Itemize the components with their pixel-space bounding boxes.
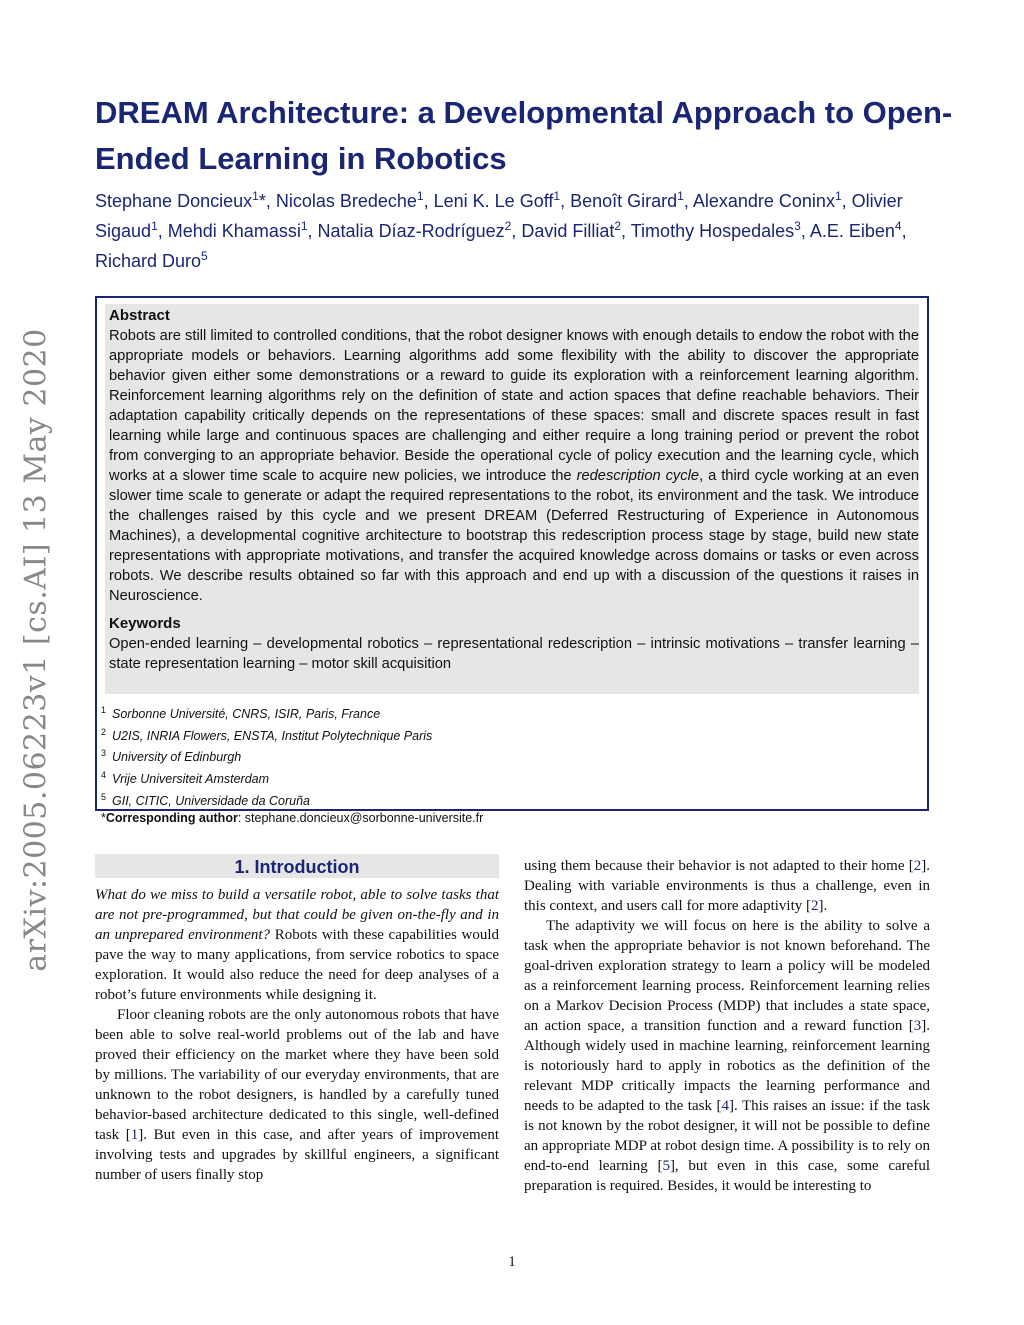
author-affil-sup: 5 xyxy=(201,249,208,263)
arxiv-identifier: arXiv:2005.06223v1 [cs.AI] 13 May 2020 xyxy=(18,328,54,972)
abstract-content xyxy=(109,306,919,674)
paragraph-text: using them because their behavior is not adapted to their home [ xyxy=(524,858,914,874)
affiliation-item xyxy=(101,767,921,789)
keywords-text: Open-ended learning – developmental robotics – representational redescription – intrinsic motivations – transfer learning – state representation learning – motor skill acquisition xyxy=(109,636,919,672)
author-list: Stephane Doncieux$^1$*, Nicolas Bredeche$^1$, Leni K. Le Goff$^1$, Benoît Girard$^1$, Alexandre Coninx$^1$, Olivier Sigaud$^1$, Mehdi Khamassi$^1$, Natalia Díaz-Rodríguez$^2$, David Filliat$^2$, Timothy Hospedales$^3$, A.E. Eiben$^4$, Richard Duro$^5$ xyxy=(95,189,907,271)
author-name: Mehdi Khamassi xyxy=(167,221,301,241)
paragraph-text: ]. This raises an issue: if the task is not known by the robot designer, it will not be possible to define an appropriate MDP at robot design time. A possibility is to rely on end-to-end learning [ xyxy=(524,1098,930,1174)
affiliation-text: GII, CITIC, Universidade da Coruña xyxy=(112,793,311,808)
affiliation-number: 2 xyxy=(101,726,107,737)
paragraph-text: Robots with these capabilities would pave the way to many applications, from service robotics to space exploration. It would also reduce the need for deep analyses of a robot’s future environments while designing it. xyxy=(95,927,499,1003)
corresponding-email: : stephane.doncieux@sorbonne-universite.fr xyxy=(237,811,484,826)
paragraph xyxy=(524,916,930,1196)
author-name: Alexandre Coninx xyxy=(692,191,835,211)
affiliation-text: U2IS, INRIA Flowers, ENSTA, Institut Polytechnique Paris xyxy=(112,728,433,743)
author-name: Olivier Sigaud xyxy=(95,191,903,241)
affiliation-number: 4 xyxy=(101,769,107,780)
affiliation-number: 1 xyxy=(101,705,107,715)
author-affil-sup: 4 xyxy=(894,219,902,233)
author-affil-sup: 2 xyxy=(504,219,512,233)
paragraph xyxy=(95,1005,499,1185)
citation-link[interactable]: 3 xyxy=(913,1018,922,1034)
paper-title: DREAM Architecture: a Developmental Approach to Open-Ended Learning in Robotics xyxy=(95,95,953,176)
affiliation-text: Sorbonne Université, CNRS, ISIR, Paris, France xyxy=(112,707,381,722)
left-column xyxy=(95,885,499,1185)
affiliation-text: Vrije Universiteit Amsterdam xyxy=(112,772,270,787)
page-number: 1 xyxy=(508,1254,516,1270)
author-name: Timothy Hospedales xyxy=(630,221,795,241)
affiliation-text: University of Edinburgh xyxy=(112,750,242,765)
citation-link[interactable]: 5 xyxy=(662,1158,670,1174)
intro-question: What do we miss to build a versatile robot, able to solve tasks that are not pre-programmed, but that could be given on-the-fly and in an unprepared environment? xyxy=(95,887,499,943)
citation-link[interactable]: 1 xyxy=(130,1127,139,1143)
author-name: Benoît Girard xyxy=(570,191,678,211)
paragraph-text: ]. xyxy=(818,898,828,914)
author-affil-sup: 1 xyxy=(677,189,684,203)
abstract-text-part: , a third cycle working at an even slower time scale to generate or adapt the required representations to the robot, its environment and the task. We introduce the challenges raised by this cycle and we present DREAM (Deferred Restructuring of Experience in Autonomous Machines), a developmental cognitive architecture to bootstrap this redescription process stage by stage, build new state representations with appropriate motivations, and transfer the acquired knowledge across domains or tasks or even across robots. We describe results obtained so far with this approach and end up with a discussion of the questions it raises in Neuroscience. xyxy=(109,468,919,604)
author-affil-sup: 2 xyxy=(614,219,622,233)
author-affil-sup: 1 xyxy=(252,189,259,203)
corresponding-star: * xyxy=(258,191,266,211)
corresponding-star: * xyxy=(101,811,106,826)
author-affil-sup: 3 xyxy=(794,219,801,233)
affiliation-item xyxy=(101,789,921,811)
paragraph xyxy=(524,856,930,916)
paragraph-text: The adaptivity we will focus on here is the ability to solve a task when the appropriate behavior is not known beforehand. The goal-driven exploration strategy to learn a policy will be modeled as a reinforcement learning process. Reinforcement learning relies on a Markov Decision Process (MDP) that includes a state space, an action space, a transition function and a reward function [ xyxy=(524,918,930,1034)
affiliations xyxy=(101,702,921,828)
right-column xyxy=(524,856,930,1196)
affiliation-number: 3 xyxy=(101,748,107,759)
citation-link[interactable]: 2 xyxy=(811,898,819,914)
citation-link[interactable]: 4 xyxy=(721,1098,729,1114)
abstract-text xyxy=(109,326,919,606)
paragraph-text: ]. But even in this case, and after years of improvement involving tests and upgrades by skillful engineers, a significant number of users finally stop xyxy=(95,1127,499,1183)
section-heading: 1. Introduction xyxy=(95,854,499,878)
affiliation-item xyxy=(101,745,921,767)
paragraph-text: ]. Dealing with variable environments is thus a challenge, even in this context, and users call for more adaptivity [ xyxy=(524,858,930,914)
abstract-italic-term: redescription cycle xyxy=(576,468,700,484)
corresponding-label: Corresponding author xyxy=(105,811,238,826)
paragraph-text: ]. Although widely used in machine learning, reinforcement learning is notoriously hard to apply in robotics as the definition of the relevant MDP critically impacts the learning performance and needs to be adapted to the task [ xyxy=(524,1018,930,1114)
paragraph-text: Floor cleaning robots are the only autonomous robots that have been able to solve real-world problems out of the lab and have proved their efficiency on the market where they have been sold by millions. The variability of our everyday environments, that are unknown to the robot designers, is handled by a carefully tuned behavior-based architecture dedicated to this single, well-defined task [ xyxy=(95,1007,499,1143)
arxiv-sidebar xyxy=(10,328,62,972)
keywords-heading: Keywords xyxy=(109,615,181,632)
author-affil-sup: 1 xyxy=(151,219,158,233)
author-affil-sup: 1 xyxy=(416,189,424,203)
affiliation-item xyxy=(101,724,921,746)
author-name: Stephane Doncieux xyxy=(95,191,253,211)
affiliation-number: 5 xyxy=(101,791,107,802)
author-name: Leni K. Le Goff xyxy=(433,191,554,211)
abstract-box xyxy=(95,296,929,826)
author-name: David Filliat xyxy=(521,221,615,241)
paragraph-text: ], but even in this case, some careful preparation is required. Besides, it would be interesting to xyxy=(524,1158,930,1194)
citation-link[interactable]: 2 xyxy=(913,858,922,874)
abstract-text-part: Robots are still limited to controlled conditions, that the robot designer knows with enough details to endow the robot with the appropriate models or behaviors. Learning algorithms add some flexibility with the ability to discover the appropriate behavior given either some demonstrations or a reward to guide its exploration with a reinforcement learning algorithm. Reinforcement learning algorithms rely on the definition of state and action spaces that define reachable behaviors. Their adaptation capability critically depends on the representations of these spaces: small and discrete spaces result in fast learning while large and continuous spaces are challenging and either require a long training period or prevent the robot from converging to an appropriate behavior. Beside the operational cycle of policy execution and the learning cycle, which works at a slower time scale to acquire new policies, we introduce the xyxy=(109,328,919,484)
author-name: Richard Duro xyxy=(95,251,202,271)
author-affil-sup: 1 xyxy=(834,189,842,203)
author-name: Natalia Díaz-Rodríguez xyxy=(317,221,505,241)
corresponding-author xyxy=(101,810,921,828)
author-affil-sup: 1 xyxy=(300,219,308,233)
paragraph xyxy=(95,885,499,1005)
author-name: A.E. Eiben xyxy=(809,221,895,241)
affiliation-item xyxy=(101,702,921,724)
author-affil-sup: 1 xyxy=(553,189,561,203)
abstract-heading: Abstract xyxy=(109,307,170,324)
author-name: Nicolas Bredeche xyxy=(275,191,417,211)
